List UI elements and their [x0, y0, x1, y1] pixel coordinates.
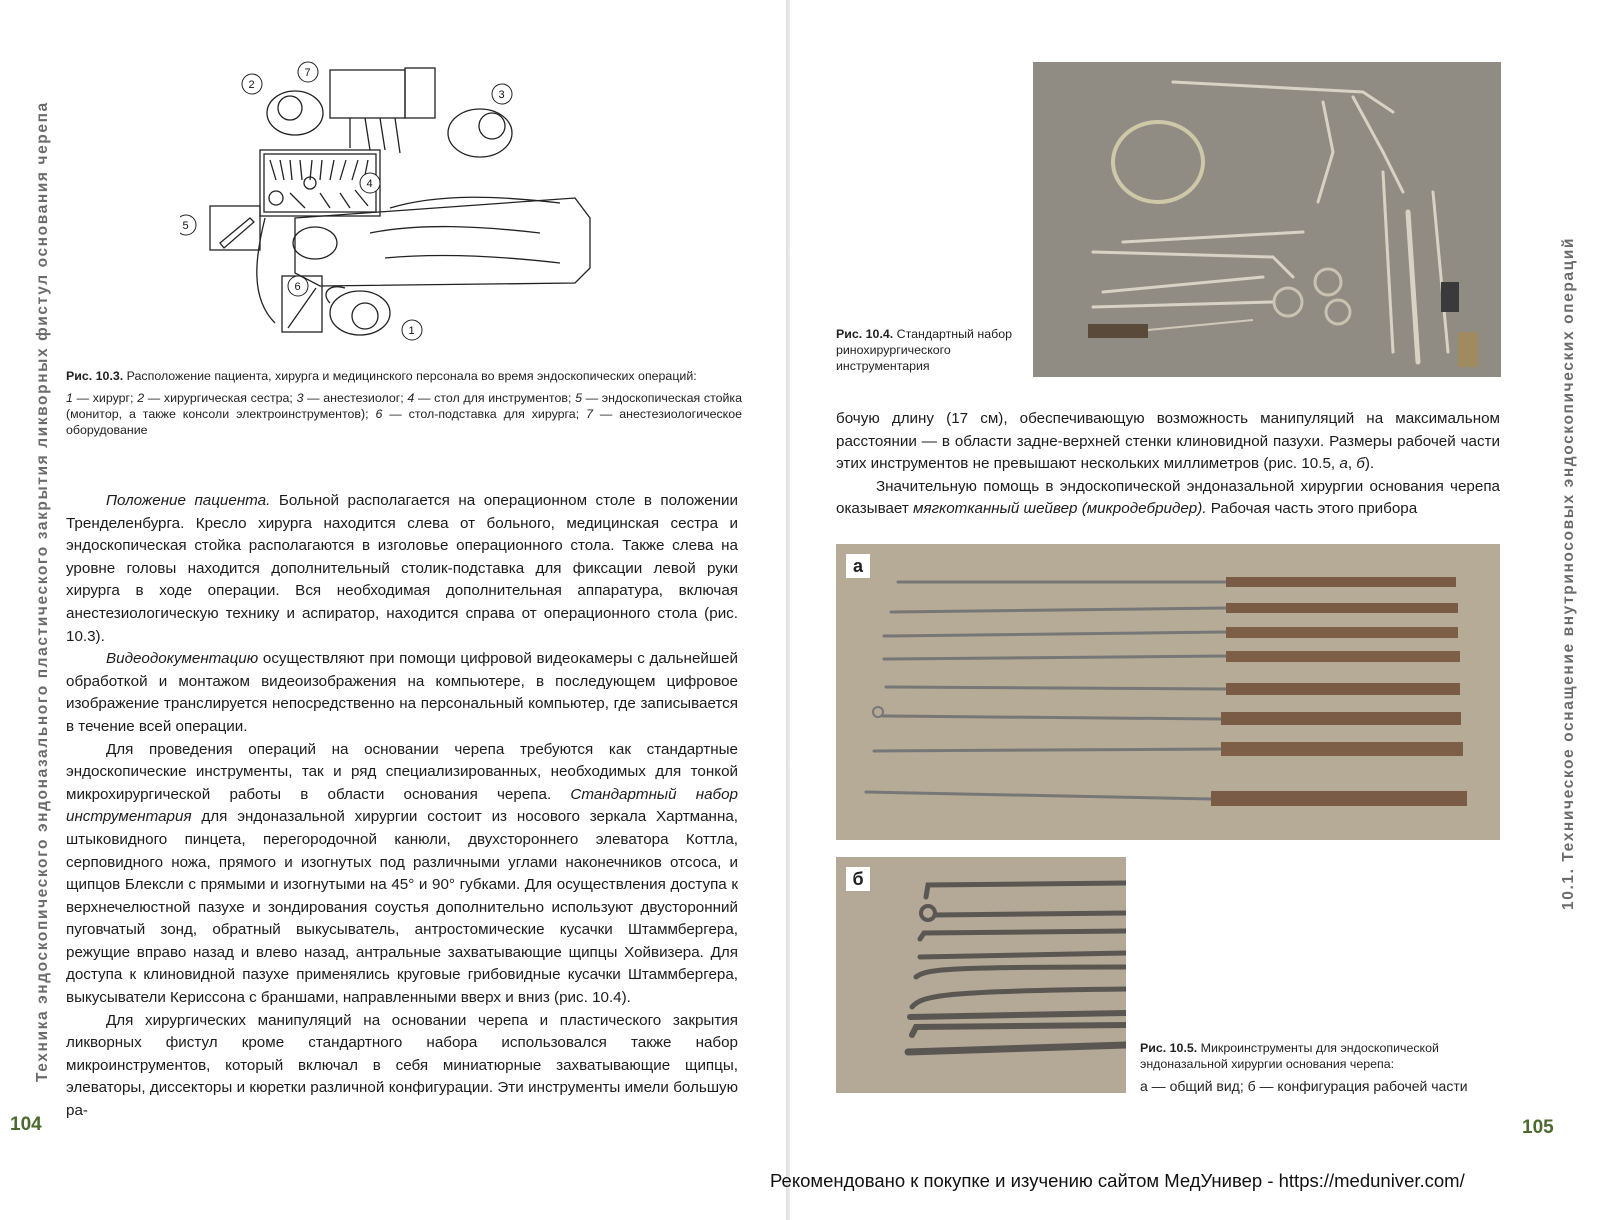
caption-label: Рис. 10.5. — [1140, 1041, 1198, 1055]
rhinosurgical-instruments-photo — [1033, 62, 1501, 377]
figure-10-4-instrument-set-photo — [1033, 62, 1501, 377]
svg-text:3: 3 — [498, 89, 505, 101]
svg-text:4: 4 — [366, 178, 373, 190]
figure-label-b: б — [846, 867, 870, 891]
page-number-left: 104 — [10, 1114, 42, 1135]
caption-label: Рис. 10.3. — [66, 369, 124, 383]
microinstruments-overview-photo — [836, 544, 1500, 840]
svg-text:6: 6 — [294, 281, 301, 293]
caption-label: Рис. 10.4. — [836, 327, 894, 341]
callout-4 — [360, 173, 380, 193]
left-page — [0, 0, 790, 1220]
callout-5 — [180, 215, 196, 235]
running-head-left: Техника эндоскопического эндоназального пластического закрытия ликворных фистул основания черепа — [34, 101, 51, 1082]
footer-watermark-note: Рекомендовано к покупке и изучению сайтом МедУнивер - https://meduniver.com/ — [770, 1170, 1465, 1191]
page-number-right: 105 — [1522, 1117, 1554, 1138]
caption-title: Расположение пациента, хирурга и медицинского персонала во время эндоскопических операций: — [126, 369, 697, 383]
paragraph: Положение пациента. Больной располагается на операционном столе в положении Тренделенбурга. Кресло хирурга находится слева от больного, медицинская сестра и эндоскопическая стойка располагаются в изголовье операционного стола. Также слева на уровне головы находится дополнительный столик-подставка для фиксации левой руки хирурга в ходе операции. Вся необходимая дополнительная аппаратура, включая анестезиологическую технику и аспиратор, находится справа от операционного стола (рис. 10.3). — [66, 492, 739, 645]
figure-10-3-operating-room-diagram — [180, 58, 610, 348]
paragraph: Значительную помощь в эндоскопической эндоназальной хирургии основания черепа оказывает мягкотканный шейвер (микродебридер). Рабочая часть этого прибора — [836, 477, 1500, 518]
paragraph: Видеодокументацию осуществляют при помощи цифровой видеокамеры с дальнейшей обработкой и монтажом видеоизображения на компьютере, в последующем цифровое изображение транслируется непосредственно на персональный компьютер, где записывается в течение всей операции. — [66, 650, 738, 735]
callout-2 — [242, 74, 262, 94]
callout-1 — [402, 320, 422, 340]
right-body-text — [836, 408, 1500, 521]
operating-room-diagram — [180, 58, 610, 348]
left-body-text — [66, 490, 738, 1123]
callout-3 — [492, 84, 512, 104]
figure-10-4-caption — [836, 326, 1016, 374]
figure-10-5b-tip-configuration-photo — [836, 857, 1126, 1093]
figure-10-3-caption — [66, 368, 742, 438]
figure-10-5-caption — [1140, 1040, 1502, 1094]
figure-label-a: а — [846, 554, 870, 578]
caption-title: Микроинструменты для эндоскопической эндоназальной хирургии основания черепа: — [1140, 1041, 1439, 1071]
callout-7 — [298, 62, 318, 82]
paragraph: Для проведения операций на основании черепа требуются как стандартные эндоскопические инструменты, так и ряд специализированных, необходимых для тонкой микрохирургической работы в области основания черепа. Стандартный набор инструментария для эндоназальной хирургии состоит из носового зеркала Хартманна, штыковидного пинцета, перегородочной канюли, двухстороннего элеватора Коттла, серповидного ножа, прямого и изогнутых под различными углами наконечников отсоса, и щипцов Блексли с прямыми и изогнутыми на 45° и 90° губками. Для осуществления доступа к верхнечелюстной пазухе и зондирования соустья дополнительно используют двусторонний пуговчатый зонд, обратный выкусыватель, антростомические кусачки Штаммбергера, режущие вправо назад и влево назад, антральные захватывающие щипцы Хойвизера. Для доступа к клиновидной пазухе применялись круговые грибовидные кусачки Штаммбергера, выкусыватели Кериссона с браншами, направленными вверх и вниз (рис. 10.4). — [66, 740, 738, 1007]
paragraph: бочую длину (17 см), обеспечивающую возможность манипуляций на максимальном расстоянии — в области задне-верхней стенки клиновидной пазухи. Размеры рабочей части этих инструментов не превышают нескольких миллиметров (рис. 10.5, а, б). — [836, 410, 1500, 473]
caption-subtitle: а — общий вид; б — конфигурация рабочей части — [1140, 1078, 1468, 1094]
running-head-right: 10.1. Техническое оснащение внутриносовых эндоскопических операций — [1560, 237, 1577, 910]
caption-text: Стандартный набор ринохирургического инструментария — [836, 327, 1013, 373]
figure-10-5a-microinstruments-photo — [836, 544, 1500, 840]
svg-text:1: 1 — [408, 325, 415, 337]
caption-legend: 1 — хирург; 2 — хирургическая сестра; 3 — анестезиолог; 4 — стол для инструментов; 5 — эндоскопическая стойка (монитор, а также консоли электроинструментов); 6 — стол-подставка для хирурга; 7 — анестезиологическое оборудование — [66, 391, 743, 437]
callout-6 — [288, 276, 308, 296]
microinstrument-tips-photo — [836, 857, 1126, 1093]
svg-text:5: 5 — [182, 220, 189, 232]
svg-text:7: 7 — [304, 67, 311, 79]
svg-text:2: 2 — [248, 79, 255, 91]
paragraph: Для хирургических манипуляций на основании черепа и пластического закрытия ликворных фистул кроме стандартного набора использовался также набор микроинструментов, который включал в себя миниатюрные захватывающие щипцы, элеваторы, диссекторы и кюретки различной конфигурации. Эти инструменты имели большую ра- — [66, 1011, 738, 1120]
